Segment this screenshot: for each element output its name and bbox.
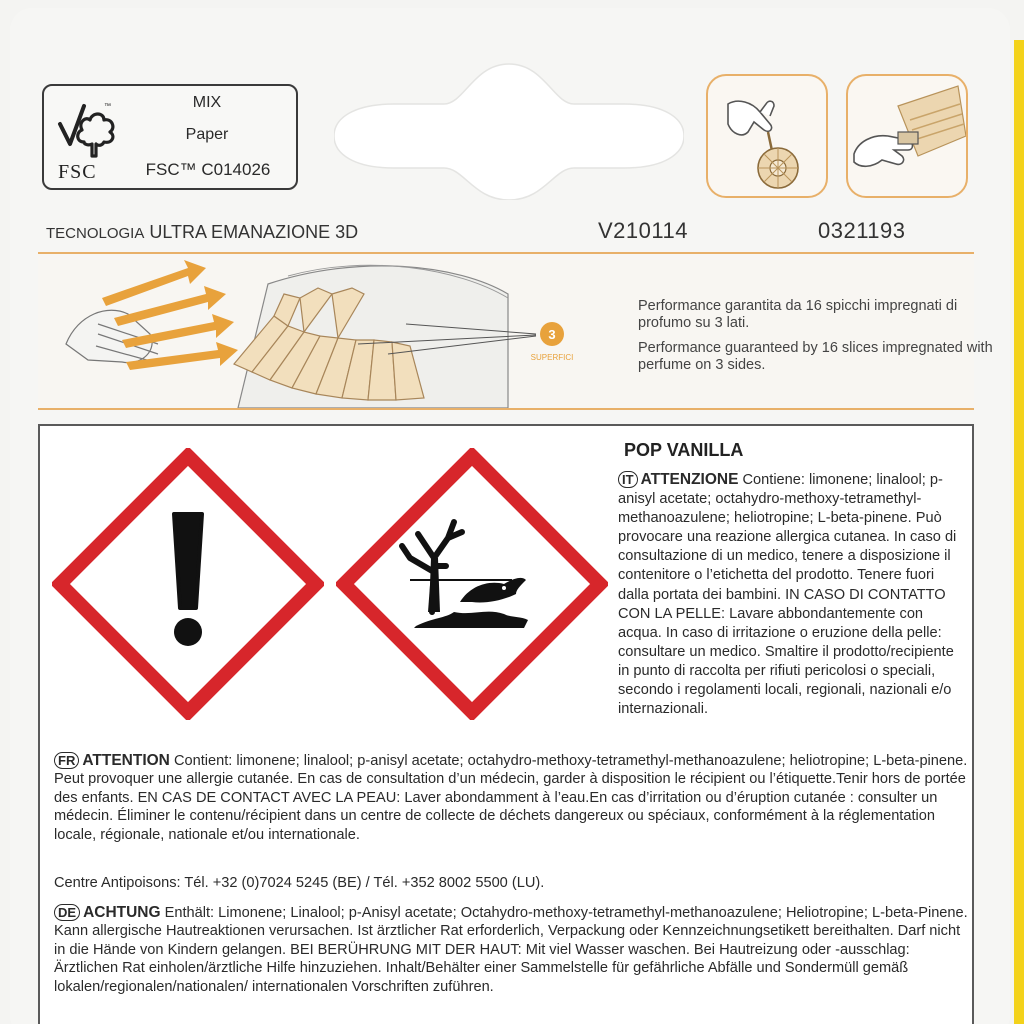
air-freshener-slices-illustration: [38, 254, 598, 408]
technology-prefix: TECNOLOGIA: [46, 225, 145, 242]
hang-hole: [334, 60, 684, 200]
poison-centre-text: Centre Antipoisons: Tél. +32 (0)7024 5245 (BE) / Tél. +352 8002 5500 (LU).: [54, 875, 545, 891]
warning-text-it: [618, 470, 964, 719]
product-code-left: V210114: [598, 218, 688, 243]
product-code-right: 0321193: [818, 218, 906, 243]
warning-word-it: ATTENZIONE: [640, 471, 739, 488]
language-badge-it: IT: [618, 471, 638, 488]
step-1-panel: [706, 74, 828, 198]
performance-band: [38, 252, 993, 410]
fsc-logo-text: FSC: [58, 161, 97, 183]
fsc-tree-logo: [54, 94, 128, 184]
surfaces-badge-label: SUPERFICI: [530, 353, 574, 362]
performance-text-en: Performance guaranteed by 16 slices impregnated with perfume on 3 sides.: [638, 340, 993, 373]
exclamation-mark-hazard-icon: [52, 448, 324, 720]
surfaces-badge-number: 3: [548, 327, 556, 342]
warning-word-fr: ATTENTION: [82, 752, 170, 769]
language-badge-de: DE: [54, 904, 80, 921]
step-2-panel: [846, 74, 968, 198]
warning-word-de: ACHTUNG: [83, 904, 161, 921]
warning-body-it: Contiene: limonene; linalool; p-anisyl acetate; octahydro-methoxy-tetramethyl-methanoazulene; heliotropine; L-beta-pinene. Può provocare una reazione allergica cutanea. In caso di consultazione di un medico, tenere a disposizione il contenitore o l’etichetta del prodotto. Tenere fuori dalla portata dei bambini. IN CASO DI CONTATTO CON LA PELLE: Lavare abbondantemente con acqua. In caso di irritazione o eruzione della pelle: consultare un medico. Smaltire il prodotto/recipiente in punto di raccolta per rifiuti pericolosi o speciali, secondo i regolamenti locali, regionali, nazionali e/o internazionali.: [618, 472, 957, 718]
hand-hold-step-icon: [848, 76, 968, 198]
warning-body-de: Enthält: Limonene; Linalool; p-Anisyl acetate; Octahydro-methoxy-tetramethyl-methanoazulene; Heliotropine; L-beta-Pinene. Kann allergische Hautreaktionen verursachen. Ist ärztlicher Rat erforderlich, Verpackung oder Kennzeichnungsetikett bereithalten. Darf nicht in die Hände von Kindern gelangen. BEI BERÜHRUNG MIT DER HAUT: Mit viel Wasser waschen. Bei Hautreizung oder -ausschlag: Ärztlichen Rat einholen/ärztliche Hilfe hinzuziehen. Inhalt/Behälter einer Sammelstelle für gefährliche Abfälle und Sondermüll gemäß lokalen/regionalen/nationalen/ internationalen Vorschriften zuführen.: [54, 905, 968, 995]
technology-label: [46, 222, 358, 243]
environment-hazard-icon: [336, 448, 608, 720]
technology-name: ULTRA EMANAZIONE 3D: [149, 222, 359, 242]
card-edge: [1014, 40, 1024, 1024]
fsc-mix-label: MIX: [192, 94, 222, 111]
hand-insert-step-icon: [708, 76, 828, 198]
fsc-certification-box: [42, 84, 298, 190]
language-badge-fr: FR: [54, 752, 79, 769]
product-name: POP VANILLA: [624, 440, 744, 460]
warning-body-fr: Contient: limonene; linalool; p-anisyl acetate; octahydro-methoxy-tetramethyl-methanoazulene; heliotropine; L-beta-pinene. Peut provoquer une allergie cutanée. En cas de consultation d’un médecin, garder à disposition le récipient ou l’étiquette.Tenir hors de portée des enfants. EN CAS DE CONTACT AVEC LA PEAU: Laver abondamment à l’eau.En cas d’irritation ou d’éruption cutanée : consulter un médecin. Éliminer le contenu/récipient dans un centre de collecte de déchets dangereux ou spéciaux, conformément à la réglementation locale, régionale, nationale et/ou internationale.: [54, 753, 968, 843]
performance-text-it: Performance garantita da 16 spicchi impregnati di profumo su 3 lati.: [638, 298, 958, 331]
warning-text-fr: [54, 752, 968, 844]
fsc-paper-label: Paper: [185, 126, 229, 143]
svg-text:™: ™: [104, 103, 111, 110]
fsc-license-code: FSC™ C014026: [145, 160, 271, 179]
warning-text-de: [54, 904, 968, 996]
